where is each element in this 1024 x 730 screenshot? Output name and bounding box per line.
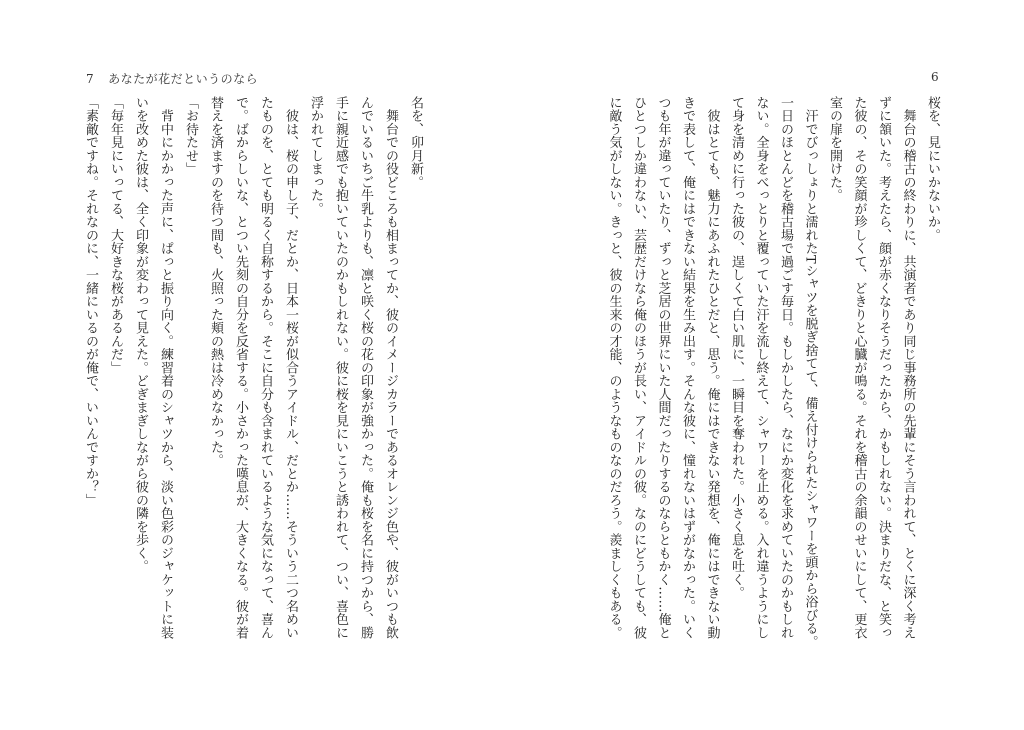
text-column: 浮かれてしまった。 [308, 96, 323, 216]
text-column: た彼の、その笑顔が珍しくて、どきりと心臓が鳴る。それを稽古の余韻のせいにして、更衣 [851, 96, 867, 640]
text-column: 汗でびっしょりと濡れたTシャツを脱ぎ捨てて、備え付けられたシャワーを頭から浴びる。 [802, 96, 818, 649]
text-column: て身を清めに行った彼の、逞しくて白い肌に、一瞬目を奪われた。小さく息を吐く。 [729, 96, 744, 600]
text-column: つも年が違っていたり、ずっと芝居の世界にいた人間だったりするのならともかく……俺と [655, 96, 671, 640]
text-column: 彼は、桜の申し子、だとか、日本一桜が似合うアイドル、だとか……そういう二つ名めい [283, 96, 298, 640]
text-column: 彼はとても、魅力にあふれたひとだと、思う。俺にはできない発想を、俺にはできない動 [704, 96, 720, 640]
text-column: 「毎年見にいってる、大好きな桜があるんだ」 [108, 96, 123, 375]
text-column: 手に親近感でも抱いていたのかもしれない。彼に桜を見にいこうと誘われて、つい、喜色に [333, 96, 348, 640]
text-column: 「お待たせ」 [183, 96, 198, 176]
text-column: んでいるいちご牛乳よりも、凛と咲く桜の花の印象が強かった。俺も桜を名に持つから、勝 [358, 96, 373, 640]
text-column: 桜を、見にいかないか。 [925, 96, 940, 242]
chapter-title: あなたが花だというのなら [108, 72, 259, 86]
text-column: で。ばからしいな、とつい先刻の自分を反省する。小さかった嘆息が、大きくなる。彼が着 [233, 96, 248, 640]
text-column: ひとつしか違わない、芸歴だけなら俺のほうが長い、アイドルの彼。なのにどうしても、彼 [631, 96, 646, 640]
text-column: 名を、卯月新。 [408, 96, 423, 189]
text-column: 室の扉を開けた。 [827, 96, 842, 202]
text-column: きで表して、俺にはできない結果を生み出す。そんな彼に、憧れないはずがなかった。いく [680, 96, 695, 640]
text-column: 「素敵ですね。それなのに、一緒にいるのが俺で、いいんですか？」 [83, 96, 98, 507]
left-page-body [75, 96, 425, 644]
text-column: 替えを済ますのを待つ間も、火照った頬の熱は冷めなかった。 [208, 96, 223, 467]
text-column: 舞台での役どころも相まってか、彼のイメージカラーであるオレンジ色や、彼がいつも飲 [383, 96, 398, 640]
text-column: いを改めた彼は、全く印象が変わって見えた。どぎまぎしながら彼の隣を歩く。 [133, 96, 148, 573]
chapter-number: 7 [86, 72, 95, 86]
page-number-right: 6 [931, 70, 940, 84]
text-column: ない。全身をべっとりと覆っていた汗を流し終えて、シャワーを止める。入れ違うようにし [753, 96, 769, 640]
text-column: 背中にかかった声に、ぱっと振り向く。練習着のシャツから、淡い色彩のジャケットに装 [158, 96, 173, 640]
right-page-body [599, 96, 942, 649]
text-column: ずに頷いた。考えたら、顔が赤くなりそうだったから、かもしれない。決まりだな、と笑っ [876, 96, 891, 640]
text-column: に敵う気がしない。きっと、彼の生来の才能、のようなものなのだろう。羨ましくもある。 [606, 96, 622, 640]
running-head-left [86, 70, 258, 87]
text-column: 一日のほとんどを稽古場で過ごす毎日。もしかしたら、なにか変化を求めていたのかもしれ [778, 96, 793, 640]
text-column: 舞台の稽古の終わりに、共演者であり同じ事務所の先輩にそう言われて、とくに深く考え [900, 96, 916, 640]
text-column: たものを、とても明るく自称するから。そこに自分も含まれているような気になって、喜ん [258, 96, 273, 640]
